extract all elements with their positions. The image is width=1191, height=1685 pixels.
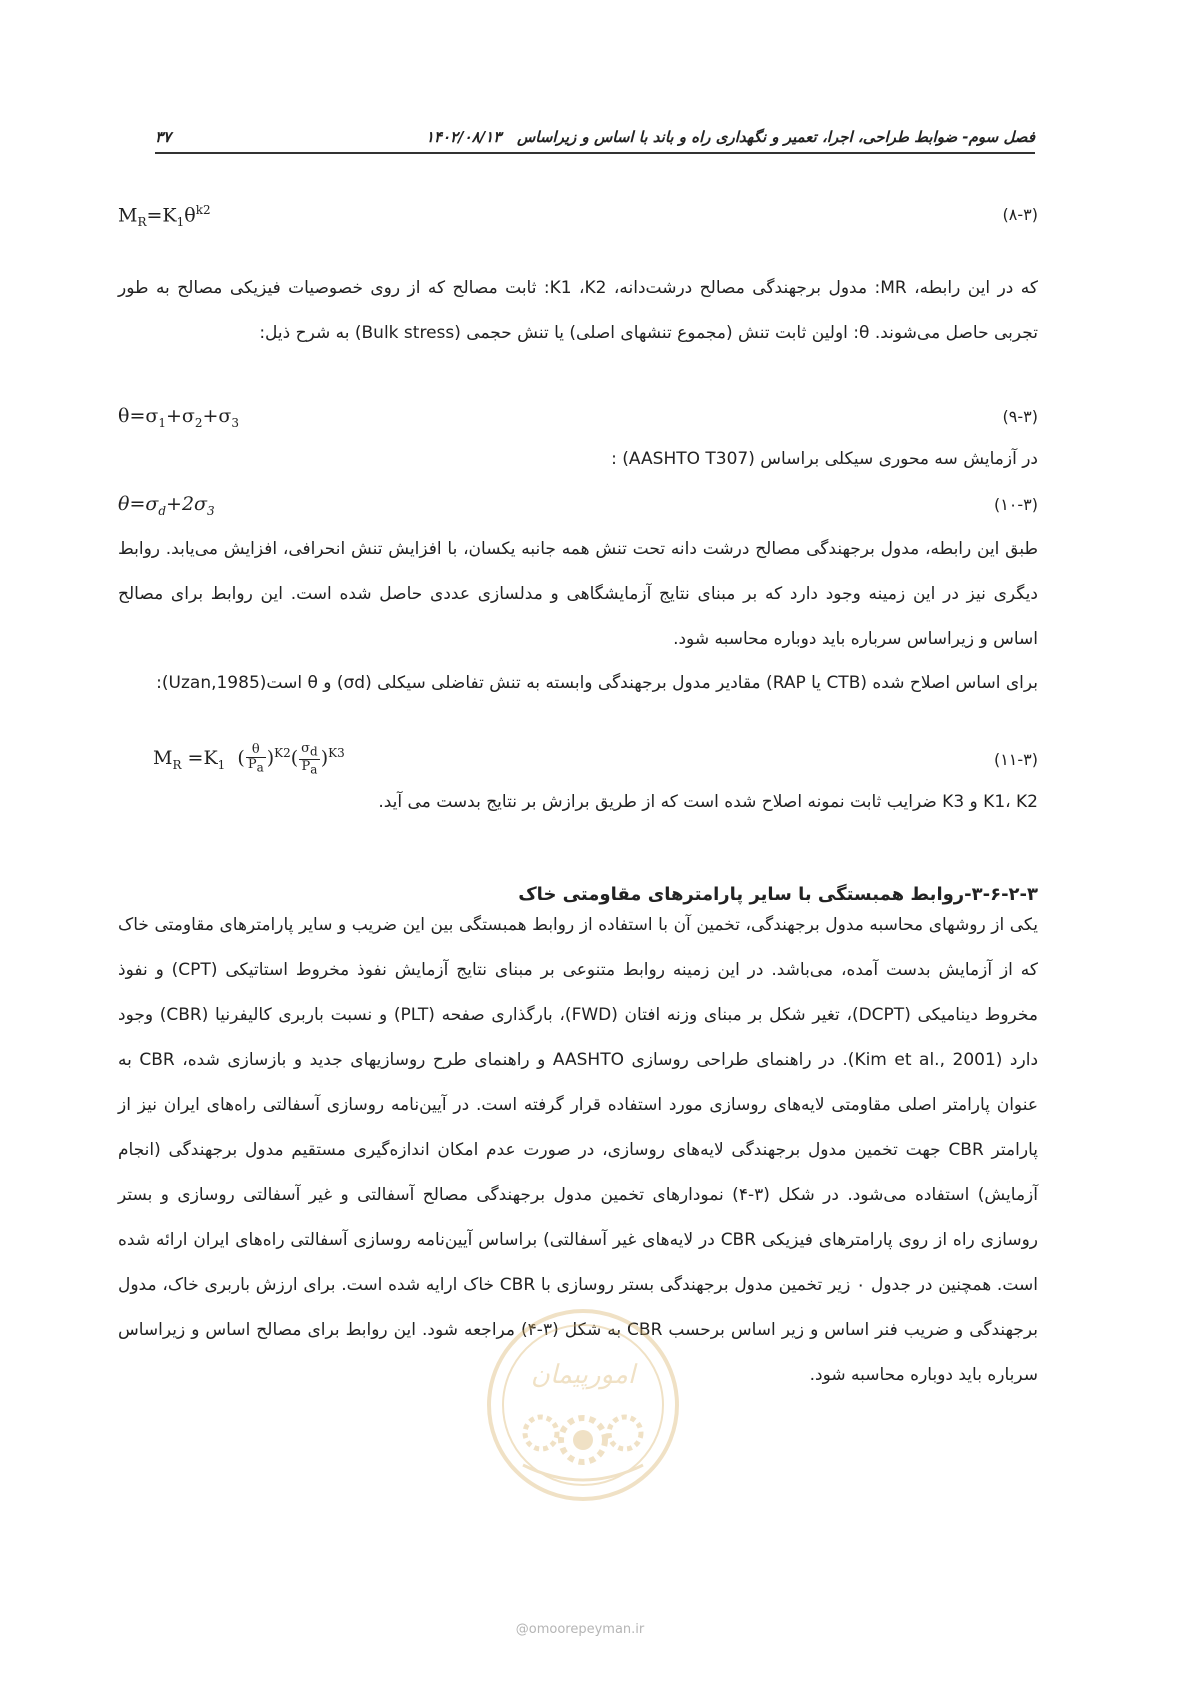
- header-date: ۱۴۰۲/۰۸/۱۳: [425, 128, 502, 146]
- paragraph-deviator-stress: طبق این رابطه، مدول برجهندگی مصالح درشت دانه تحت تنش همه جانبه یکسان، با افزایش تنش انحرافی، افزایش می‌یابد. روابط دیگری نیز در این زمینه وجود دارد که بر مبنای نتایج آزمایشگاهی و مدلسازی عددی حاصل شده است. این روابط برای مصالح اساس و زیراساس سرباره باید دوباره محاسبه شود.: [118, 539, 1038, 649]
- paragraph-mr-definition: که در این رابطه، MR: مدول برجهندگی مصالح درشت‌دانه، K1 ،K2: ثابت مصالح که از روی خصوصیات فیزیکی مصالح به طور تجربی حاصل می‌شوند. θ: اولین ثابت تنش (مجموع تنشهای اصلی) یا تنش حجمی (Bulk stress) به شرح ذیل:: [118, 278, 1038, 343]
- equation-number: (۹-۳): [1002, 407, 1038, 426]
- equation-3-11: [118, 741, 1038, 784]
- equation-number: (۱۰-۳): [993, 495, 1038, 514]
- chapter-title-text: فصل سوم- ضوابط طراحی، اجرا، تعمیر و نگهداری راه و باند با اساس و زیراساس: [516, 128, 1035, 146]
- equation-formula: $\theta=\sigma_d+2\sigma_3$: [118, 493, 215, 518]
- aashto-sentence: در آزمایش سه محوری سیکلی براساس (AASHTO T307) :: [611, 449, 1038, 469]
- watermark-site: @omoorepeyman.ir: [515, 1622, 645, 1637]
- equation-number: (۸-۳): [1002, 205, 1038, 224]
- paragraph-ctb-rap: برای اساس اصلاح شده (CTB یا RAP) مقادیر مدول برجهندگی وابسته به تنش تفاضلی سیکلی (σd) و θ است(Uzan,1985):: [156, 673, 1038, 693]
- equation-3-8: [118, 203, 1038, 239]
- section-heading: ۳-۶-۲-۳-روابط همبستگی با سایر پارامترهای مقاومتی خاک: [518, 884, 1038, 905]
- watermark-logo-text: امورپیمان: [530, 1360, 636, 1390]
- coefficients-sentence: K1، K2 و K3 ضرایب ثابت نمونه اصلاح شده است که از طریق برازش بر نتایج بدست می آید.: [378, 792, 1038, 812]
- equation-3-10: [118, 493, 1038, 529]
- chapter-title: [426, 128, 1035, 146]
- equation-formula: $\theta=\sigma_1+\sigma_2+\sigma_3$: [118, 405, 240, 430]
- watermark-emblem-icon: [483, 1305, 683, 1505]
- paragraph-correlations: یکی از روشهای محاسبه مدول برجهندگی، تخمین آن با استفاده از روابط همبستگی بین این ضریب و سایر پارامترهای مقاومتی خاک که از آزمایش بدست آمده، می‌باشد. در این زمینه روابط متنوعی بر مبنای نتایج آزمایش نفوذ مخروط استاتیکی (CPT) و نفوذ مخروط دینامیکی (DCPT)، تغیر شکل بر مبنای وزنه افتان (FWD)، بارگذاری صفحه (PLT) و نسبت باربری کالیفرنیا (CBR) وجود دارد (Kim et al., 2001). در راهنمای طراحی روسازی AASHTO و راهنمای طرح روسازیهای جدید و بازسازی شده، CBR به عنوان پارامتر اصلی مقاومتی لایه‌های روسازی مورد استفاده قرار گرفته است. در آیین‌نامه روسازی آسفالتی راه‌های ایران نیز از پارامتر CBR جهت تخمین مدول برجهندگی لایه‌های روسازی، در صورت عدم امکان اندازه‌گیری مستقیم مدول برجهندگی (انجام آزمایش) استفاده می‌شود. در شکل (۳-۴) نمودارهای تخمین مدول برجهندگی مصالح آسفالتی و غیر آسفالتی روسازی و بستر روسازی راه از روی پارامترهای فیزیکی CBR در لایه‌های غیر آسفالتی) براساس آیین‌نامه روسازی آسفالتی راه‌های ایران ارائه شده است. همچنین در جدول ۰ زیر تخمین مدول برجهندگی بستر روسازی با CBR خاک ارایه شده است. برای ارزش باربری خاک، مدول برجهندگی و ضریب فنر اساس و زیر اساس برحسب CBR به شکل (۳-۴) مراجعه شود. این روابط برای مصالح اساس و زیراساس سرباره باید دوباره محاسبه شود.: [118, 915, 1039, 1385]
- watermark-logo: [483, 1305, 683, 1505]
- equation-formula: $M_R=K_1\theta^{k2}$: [118, 203, 211, 230]
- equation-formula: $M_R =K_1$ ( $\frac{\theta}{P_a}$ )$^{K2}$( $\frac{\sigma_d}{P_a}$ )$^{K3}$: [153, 741, 345, 777]
- equation-3-9: [118, 405, 1038, 441]
- page-number: ۳۷: [155, 128, 172, 146]
- equation-number: (۱۱-۳): [993, 750, 1038, 769]
- running-header: [155, 128, 1035, 154]
- header-rule: [155, 152, 1035, 154]
